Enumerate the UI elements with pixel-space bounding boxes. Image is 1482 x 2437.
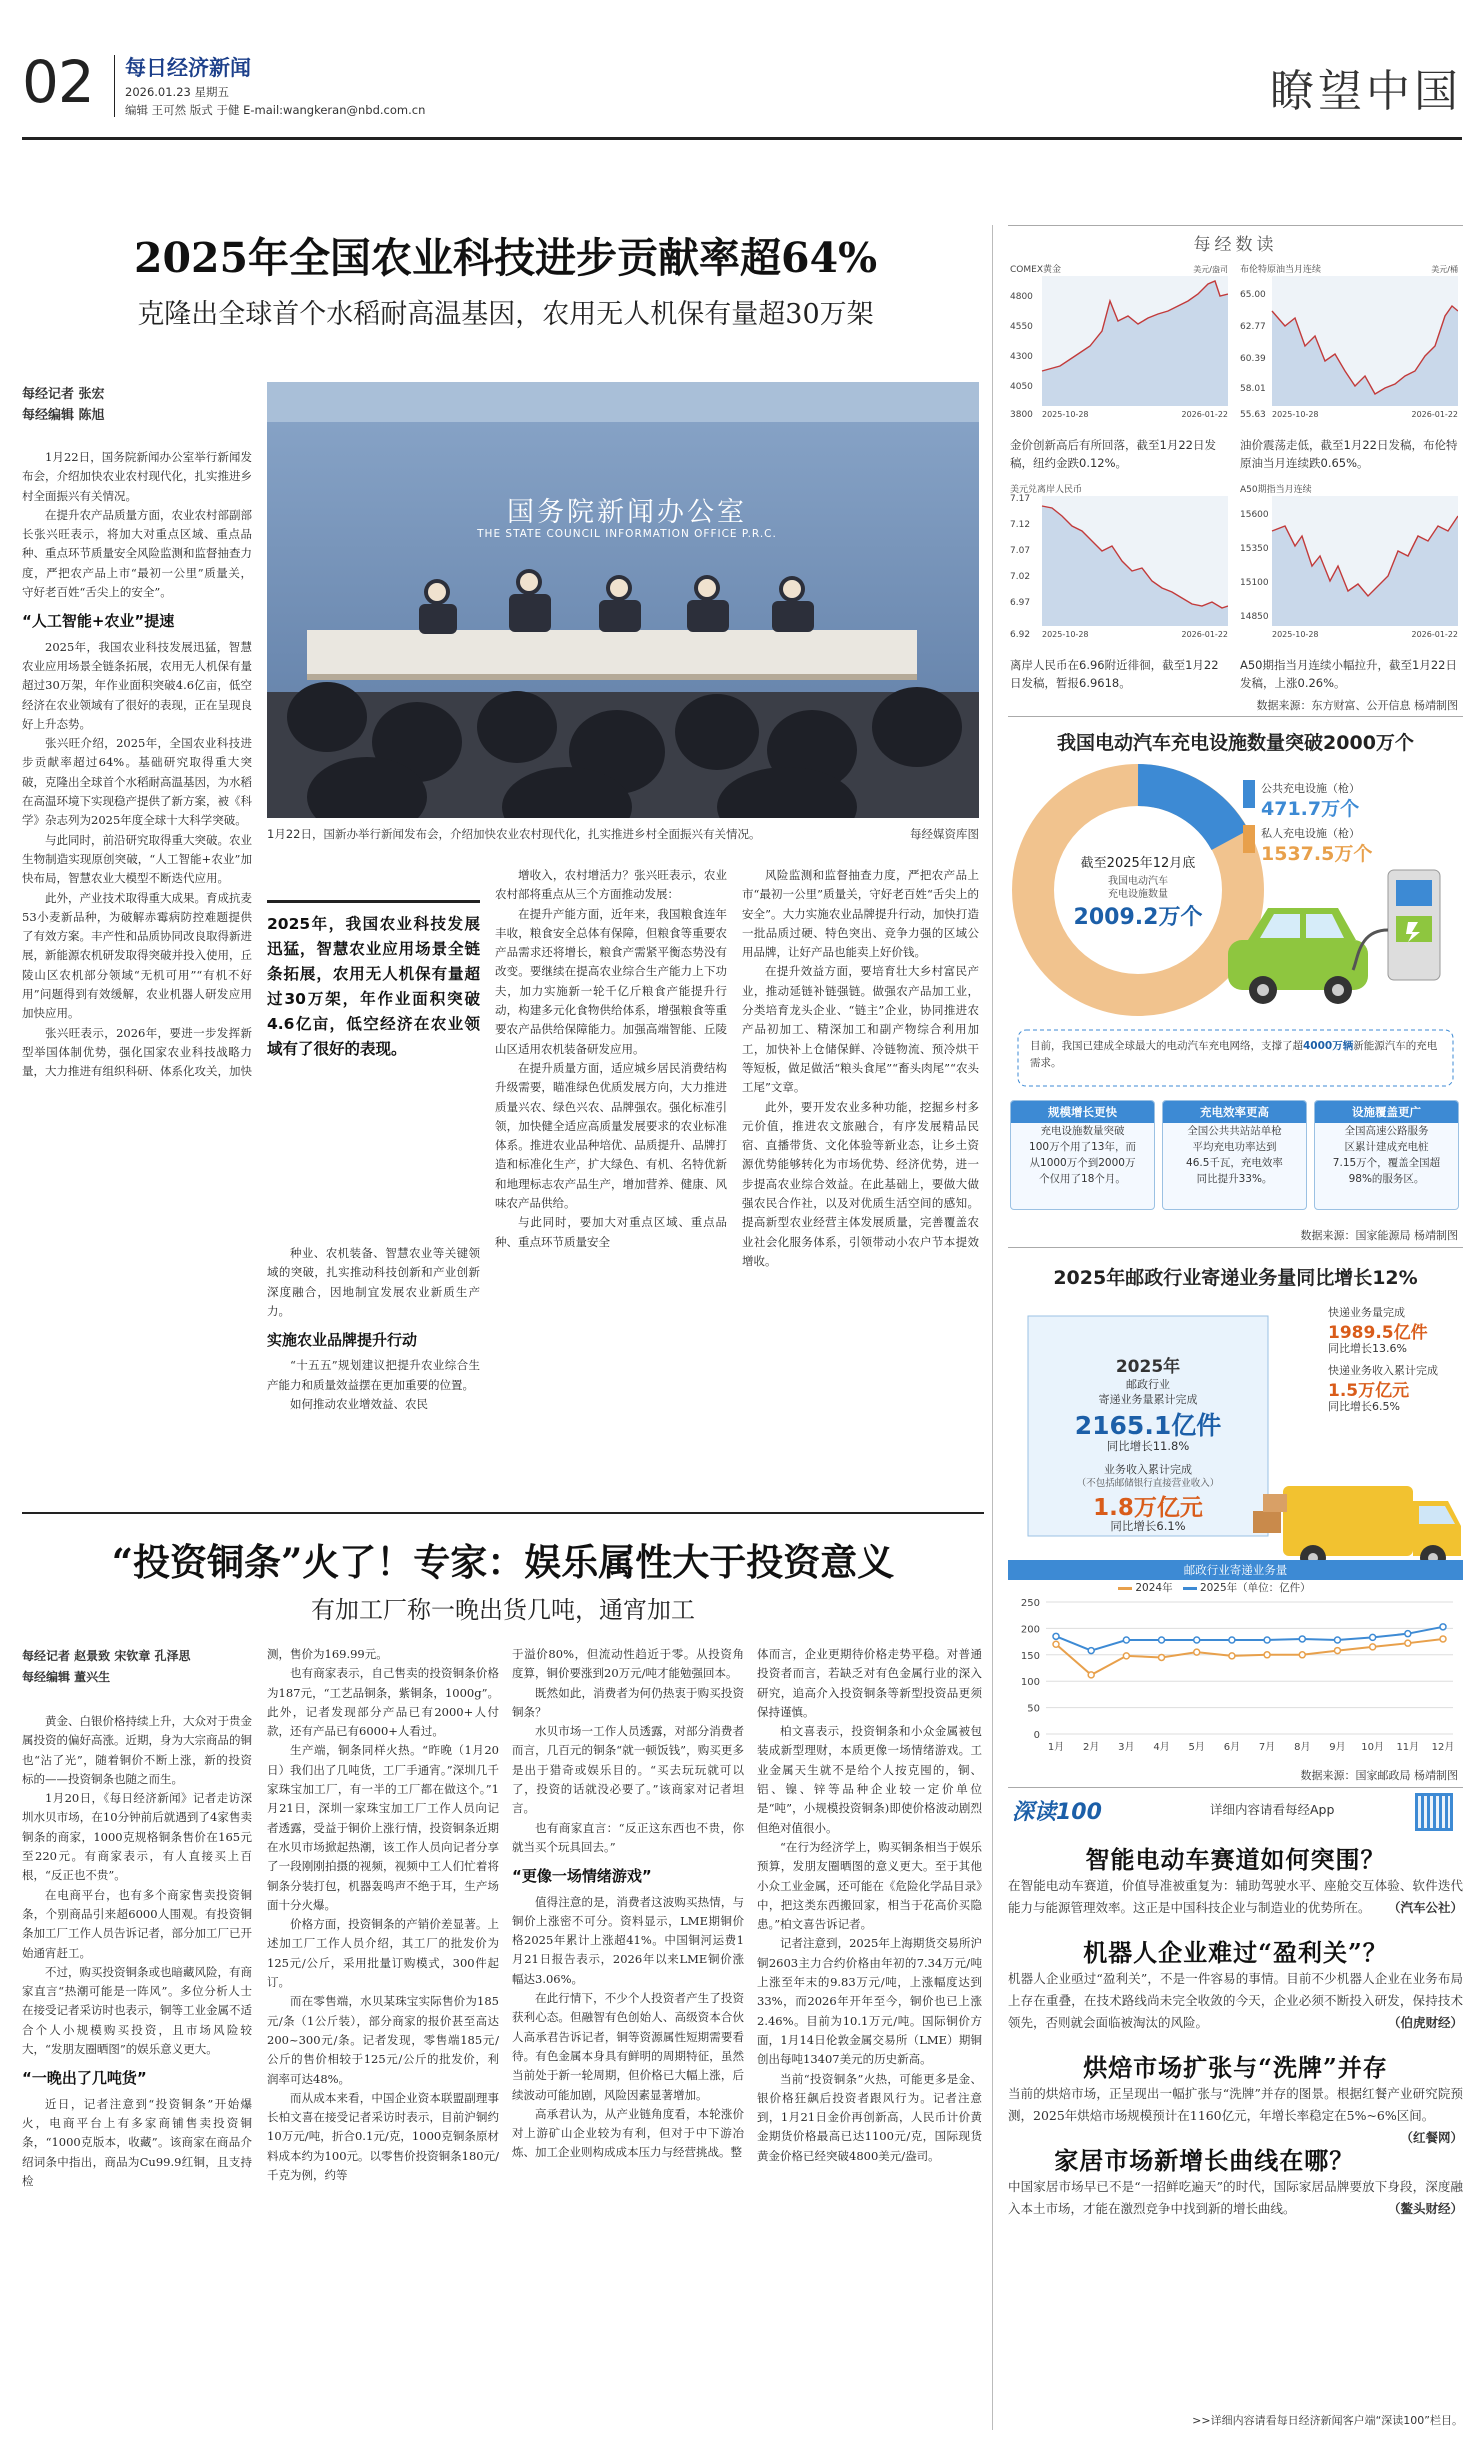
column-separator [992, 225, 993, 2430]
xtick-label: 1月 [1047, 1742, 1065, 1753]
mini-caption-a50: A50期指当月连续小幅拉升，截至1月22日发稿，上涨0.26%。 [1240, 658, 1457, 690]
xtick: 2026-01-22 [1411, 630, 1458, 639]
paragraph: 种业、农机装备、智慧农业等关键领域的突破，扎实推动科技创新和产业创新深度融合，因地制宜发展农业新质生产力。 [267, 1246, 480, 1318]
postal-title: 2025年邮政行业寄递业务量同比增长12% [1053, 1267, 1418, 1289]
deep-read-logo: 深读100 [1012, 1800, 1102, 1825]
ev-box-coverage [1314, 1100, 1459, 1210]
paragraph: 此外，产业技术取得重大成果。育成抗麦53小麦新品种，为破解赤霉病防控难题提供了有效方案。丰产性和品质协同改良取得新进展，新能源农机研发取得突破并投入使用，丘陵山区农机部分领域“无机可用”“有机不好用”问题得到有效缓解，农业机器人研发应用加快应用。 [22, 890, 252, 1021]
ytick-label: 100 [1020, 1677, 1040, 1689]
subhead: “更像一场情绪游戏” [512, 1867, 652, 1886]
paragraph: 在提升质量方面，适应城乡居民消费结构升级需要，瞄准绿色优质发展方向，大力推进质量兴农、绿色兴农、品牌强农。强化标准引领，加快健全适应高质量发展要求的农业标准体系。推进农业品种培优、品质提升、品牌打造和标准化生产，扩大绿色、有机、名特优新和地理标志农产品生产，增加营养、健康、风味农产品供给。 [495, 1060, 727, 1211]
ev-center-line1: 截至2025年12月底 [1080, 856, 1196, 871]
paragraph: 黄金、白银价格持续上升，大众对于贵金属投资的偏好高涨。近期，身为大宗商品的铜也“沾了光”，随着铜价不断上涨，新的投资标的——投资铜条也随之而生。 [22, 1714, 252, 1786]
ytick: 4800 [1010, 292, 1033, 302]
chart-unit: 美元/桶 [1431, 265, 1458, 274]
legend-2024: 2024年 [1135, 1582, 1173, 1594]
postal-source: 数据来源：国家邮政局 杨靖制图 [1300, 1769, 1458, 1782]
data-point [1194, 1637, 1200, 1643]
article2-title: “投资铜条”火了！专家：娱乐属性大于投资意义 [111, 1540, 895, 1584]
data-point [1299, 1652, 1305, 1658]
box-line: 从1000万个到2000万 [1029, 1157, 1136, 1169]
xtick: 2025-10-28 [1042, 630, 1089, 639]
deep-read-items [1008, 1840, 1463, 2220]
paragraph: “在行为经济学上，购买铜条相当于娱乐预算，发朋友圈晒图的意义更大。至于其他小众工业金属，还可能在《危险化学品目录》中，把这类东西搬回家，相当于花高价买隐患。”柏文喜告诉记者。 [757, 1839, 982, 1932]
deep-item-source: （红餐网） [1400, 2130, 1463, 2145]
editor-line: 编辑 王可然 版式 于健 E-mail:wangkeran@nbd.com.cn [125, 103, 426, 117]
ytick-label: 200 [1020, 1624, 1040, 1636]
article1-subtitle: 克隆出全球首个水稻耐高温基因，农用无人机保有量超30万架 [137, 299, 874, 330]
ytick: 55.63 [1240, 410, 1266, 420]
box-line: 区累计建成充电桩 [1344, 1141, 1429, 1153]
press-conference-photo [267, 382, 979, 818]
paragraph: 而在零售端，水贝某珠宝实际售价为185元/条（1公斤装），部分商家的报价甚至高达200~300元/条。记者发现，零售端185元/公斤的售价相较于125元/公斤的批发价，利润率可达48%。 [267, 1994, 499, 2086]
photo-sign-english: THE STATE COUNCIL INFORMATION OFFICE P.R.C. [477, 528, 777, 540]
ev-note-c: 新能源汽车的充电需求。 [1030, 1040, 1438, 1069]
deep-body-text: 中国家居市场早已不是“一招鲜吃遍天”的时代，国际家居品牌要放下身段，深度融入本土市场，才能在激烈竞争中找到新的增长曲线。 [1008, 2179, 1463, 2216]
xtick-label: 11月 [1396, 1742, 1420, 1753]
data-point [1264, 1637, 1270, 1643]
xtick-label: 10月 [1361, 1742, 1385, 1753]
ev-legend2-label: 私人充电设施（枪） [1261, 827, 1360, 840]
paragraph: 柏文喜表示，投资铜条和小众金属被包装成新型理财，本质更像一场情绪游戏。工业金属天生就不是给个人按克囤的，铜、铝、镍、锌等品种企业较一定价单位是“吨”，小规模投资铜条)即使价格波动剧烈但绝对值很小。 [757, 1724, 982, 1835]
mini-caption-cnh: 离岸人民币在6.96附近徘徊，截至1月22日发稿，暂报6.9618。 [1010, 658, 1219, 690]
ev-title: 我国电动汽车充电设施数量突破2000万个 [1057, 732, 1414, 754]
data-point [1334, 1637, 1340, 1643]
xtick: 2026-01-22 [1411, 410, 1458, 419]
paragraph: 在此行情下，不少个人投资者产生了投资获利心态。但融智有色创始人、高级资本合伙人高承君告诉记者，铜等资源属性短期需要看待。有色金属本身具有鲜明的周期特征，虽然当前处于新一轮周期，但价格已大幅上涨，后续波动可能加剧，风险因素显著增加。 [512, 1991, 744, 2102]
postal-line-chart [1008, 1560, 1463, 1760]
ytick: 15600 [1240, 510, 1269, 520]
mini-chart-gold [1010, 262, 1228, 432]
ev-center-line3: 充电设施数量 [1108, 889, 1168, 900]
rule [1008, 716, 1463, 717]
photo-credit: 每经媒资库图 [910, 827, 979, 841]
ev-box-efficiency [1162, 1100, 1307, 1210]
paragraph: 既然如此，消费者为何仍热衷于购买投资铜条？ [512, 1685, 744, 1719]
article1-column-1 [22, 448, 252, 1502]
article2-column-4 [757, 1645, 982, 2432]
paragraph: 生产端，铜条同样火热。“昨晚（1月20日）我们出了几吨货，工厂手通宵。”深圳几千家珠宝加工厂，有一半的工厂都在做这个。”1月21日，深圳一家珠宝加工厂工作人员向记者透露，受益于铜价上涨行情，投资铜条近期在水贝市场掀起热潮，该工作人员向记者分享了一段刚刚拍摄的视频，视频中工人们忙着将铜条分装打包，机器轰鸣声不绝于耳，生产场面十分火爆。 [267, 1743, 499, 1912]
legend-swatch-2025 [1183, 1587, 1197, 1590]
express-revenue-growth: 同比增长6.5% [1328, 1400, 1400, 1413]
postal-volume: 2165.1亿件 [1074, 1411, 1222, 1440]
deep-item [1008, 1840, 1463, 1919]
paragraph: 在提升农产品质量方面，农业农村部副部长张兴旺表示，将加大对重点区域、重点品种、重点环节质量安全风险监测和监督抽查力度，严把农产品上市“最初一公里”质量关，守好老百姓“舌尖上的安全”。 [22, 507, 252, 600]
box-head: 规模增长更快 [1011, 1101, 1154, 1123]
ytick: 7.17 [1010, 494, 1031, 504]
header-rule [22, 137, 1462, 140]
rule [1008, 1247, 1463, 1248]
paragraph: 值得注意的是，消费者这波购买热情，与铜价上涨密不可分。资料显示，LME期铜价格2025年累计上涨超41%。中国铜河运费1月21日报告表示，2026年以来LME铜价涨幅达3.06%。 [512, 1894, 744, 1986]
right-top-rule [1008, 225, 1463, 226]
ev-center-value: 2009.2万个 [1073, 905, 1203, 930]
mini-chart-brent [1240, 262, 1458, 432]
xtick-label: 5月 [1188, 1742, 1205, 1753]
data-point [1229, 1653, 1235, 1659]
data-point [1264, 1652, 1270, 1658]
data-point [1123, 1653, 1129, 1659]
chart-title: A50期指当月连续 [1240, 485, 1312, 495]
data-point [1370, 1634, 1376, 1640]
postal-label4: （不包括邮储银行直接营业收入） [1076, 1478, 1220, 1489]
article1-byline-reporter: 每经记者 张宏 [22, 387, 105, 402]
deep-item-title: 烘焙市场扩张与“洗牌”并存 [1083, 2053, 1388, 2082]
express-volume-growth: 同比增长13.6% [1328, 1342, 1407, 1355]
chart-title: 美元兑离岸人民币 [1010, 485, 1083, 495]
article1-column-2 [267, 1244, 480, 1504]
box-line: 98%的服务区。 [1348, 1173, 1425, 1185]
box-line: 平均充电功率达到 [1192, 1141, 1277, 1153]
deep-item-title: 智能电动车赛道如何突围？ [1085, 1845, 1386, 1874]
box-line: 充电设施数量突破 [1040, 1125, 1125, 1137]
ev-center-line2: 我国电动汽车 [1108, 876, 1168, 887]
mj-title: 每经数读 [1193, 235, 1278, 255]
xtick-label: 8月 [1294, 1742, 1311, 1753]
subhead: “人工智能+农业”提速 [22, 612, 175, 631]
paragraph: 在提升产能方面，近年来，我国粮食连年丰收，粮食安全总体有保障，但粮食等重要农产品需求还将增长，粮食产需紧平衡态势没有改变。要继续在提高农业综合生产能力上下功夫，加力实施新一轮千亿斤粮食产能提升行动，构建多元化食物供给体系，增强粮食等重要农产品供给保障能力。加强高端智能、丘陵山区适用农机装备研发应用。 [495, 906, 727, 1056]
ev-note-a: 目前，我国已建成全球最大的电动汽车充电网络，支撑了超 [1030, 1040, 1303, 1052]
paragraph: 也有商家表示，自己售卖的投资铜条价格为187元，“工艺品铜条，紫铜条，1000g”。此外，记者发现部分产品已有2000+人付款，还有产品已有6000+人看过。 [267, 1666, 499, 1739]
ytick-label: 0 [1033, 1730, 1040, 1741]
pull-quote-rule [267, 900, 480, 903]
data-point [1440, 1636, 1446, 1642]
paragraph: 此外，要开发农业多种功能，挖掘乡村多元价值，推进农文旅融合，有序发展精品民宿、直播带货、文化体验等新业态，让乡土资源优势能够转化为市场优势、经济优势，进一步提高农业综合效益。在此基础上，要做大做强农民合作社，以及对优质生活空间的感知。提高新型农业经营主体发展质量，完善覆盖农业社会化服务体系，引领带动小农户节本提效增收。 [742, 1099, 979, 1268]
paragraph: 如何推动农业增效益、农民 [290, 1397, 428, 1412]
ytick: 58.01 [1240, 384, 1266, 394]
article1-column-3 [495, 866, 727, 1506]
article2-subtitle: 有加工厂称一晚出货几吨，通宵加工 [311, 1596, 695, 1624]
subhead: “一晚出了几吨货” [22, 2069, 147, 2088]
deep-item-source: （汽车公社） [1387, 1900, 1463, 1915]
xtick-label: 2月 [1082, 1742, 1100, 1753]
ytick: 6.92 [1010, 630, 1031, 640]
postal-year: 2025年 [1115, 1357, 1181, 1377]
ev-note [1030, 1038, 1440, 1072]
data-point [1088, 1648, 1094, 1654]
box-line: 个仅用了18个月。 [1039, 1173, 1126, 1185]
paragraph: 增收入，农村增活力？张兴旺表示，农业农村部将重点从三个方面推动发展： [495, 868, 727, 902]
xtick: 2026-01-22 [1181, 410, 1228, 419]
data-point [1123, 1637, 1129, 1643]
ytick: 15100 [1240, 578, 1269, 588]
photo-caption: 1月22日，国新办举行新闻发布会，介绍加快农业农村现代化，扎实推进乡村全面振兴有关情况。 [267, 827, 761, 841]
paragraph: 与此同时，前沿研究取得重大突破。农业生物制造实现原创突破，“人工智能+农业”加快布局，智慧农业大模型不断迭代应用。 [22, 832, 252, 886]
chart-title: 布伦特原油当月连续 [1240, 265, 1322, 275]
postal-revenue-growth: 同比增长6.1% [1110, 1519, 1186, 1533]
subhead: 实施农业品牌提升行动 [267, 1331, 418, 1350]
box-line: 全国公共共站站单枪 [1187, 1125, 1282, 1137]
chart-title: COMEX黄金 [1010, 265, 1061, 275]
deep-item [1008, 2141, 1463, 2220]
deep-item-body [1008, 2176, 1463, 2220]
paragraph: 张兴旺介绍，2025年，全国农业科技进步贡献率超过64%。基础研究取得重大突破，克隆出全球首个水稻耐高温基因，为水稻在高温环境下实现稳产提供了新方案，被《科学》杂志列为2025年度全球十大科学突破。 [22, 736, 252, 828]
ytick: 4550 [1010, 322, 1033, 332]
data-point [1440, 1624, 1446, 1630]
deep-read-footer: >>详细内容请看每日经济新闻客户端“深读100”栏目。 [1192, 2414, 1463, 2427]
chart-legend [1118, 1580, 1311, 1595]
box-line: 46.5千瓦，充电效率 [1186, 1157, 1283, 1169]
paragraph: 水贝市场一工作人员透露，对部分消费者而言，几百元的铜条“就一顿饭钱”，购买更多是出于猎奇或娱乐目的。“买去玩玩就可以了，投资的话就没必要了。”该商家对记者坦言。 [512, 1724, 744, 1816]
ytick: 4050 [1010, 382, 1033, 392]
xtick-label: 7月 [1258, 1742, 1276, 1753]
express-label1: 快递业务量完成 [1328, 1306, 1405, 1319]
postal-label3: 业务收入累计完成 [1104, 1463, 1192, 1476]
ev-legend1-value: 471.7万个 [1261, 798, 1360, 820]
deep-item-body [1008, 2083, 1463, 2145]
deep-item-title: 家居市场新增长曲线在哪？ [1054, 2146, 1355, 2175]
mini-source: 数据来源：东方财富、公开信息 杨靖制图 [1256, 699, 1458, 712]
data-point [1053, 1641, 1059, 1647]
legend-swatch-2024 [1118, 1587, 1132, 1590]
mini-caption-brent: 油价震荡走低，截至1月22日发稿，布伦特原油当月连续跌0.65%。 [1240, 438, 1458, 470]
ytick-label: 150 [1020, 1650, 1040, 1662]
data-point [1334, 1648, 1340, 1654]
deep-body-text: 机器人企业亟过“盈利关”，不是一件容易的事情。目前不少机器人企业在业务布局上存在重叠，在技术路线尚未完全收敛的今天，企业必须不断投入研发，保持技术领先，否则就会面临被淘汰的风险。 [1008, 1971, 1463, 2030]
article1-column-4 [742, 866, 979, 1506]
photo-sign-text: 国务院新闻办公室 [507, 497, 747, 528]
paragraph: 在提升效益方面，要培育壮大乡村富民产业，推动延链补链强链。做强农产品加工业，分类培育龙头企业、“链主”企业，协同推进农产品初加工、精深加工和副产物综合利用加工，加快补上仓储保鲜、冷链物流、预冷烘干等短板，做足做活“粮头食尾”“畜头肉尾”“农头工尾”文章。 [742, 964, 979, 1095]
ytick: 7.02 [1010, 572, 1031, 582]
paragraph: 近日，记者注意到“投资铜条”开始爆火，电商平台上有多家商铺售卖投资铜条，“1000克版本，收藏”。该商家在商品介绍词条中指出，商品为Cu99.9红铜，且支持检 [22, 2096, 252, 2188]
ytick: 15350 [1240, 544, 1269, 554]
deep-item [1008, 2048, 1463, 2145]
box-line: 7.15万个，覆盖全国超 [1332, 1157, 1441, 1169]
postal-revenue: 1.8万亿元 [1093, 1495, 1203, 1521]
postal-volume-growth: 同比增长11.8% [1106, 1439, 1190, 1453]
box-line: 100万个用了13年，而 [1029, 1141, 1136, 1153]
xtick: 2025-10-28 [1272, 630, 1319, 639]
deep-item [1008, 1933, 1463, 2034]
paragraph: 当前“投资铜条”火热，可能更多是金、银价格狂飙后投资者跟风行为。记者注意到，1月21日金价再创新高，人民币计价黄金期货价格最高已达1100元/克，国际现货黄金价格已经突破4800美元/盎司。 [757, 2071, 982, 2163]
paper-name: 每日经济新闻 [125, 56, 251, 80]
ytick: 65.00 [1240, 290, 1266, 300]
section-title: 瞭望中国 [1270, 66, 1462, 117]
page-number: 02 [22, 48, 94, 116]
ev-source: 数据来源：国家能源局 杨靖制图 [1300, 1229, 1458, 1242]
data-point [1159, 1654, 1165, 1660]
mini-caption-gold: 金价创新高后有所回落，截至1月22日发稿，纽约金跌0.12%。 [1010, 438, 1216, 470]
article2-column-3 [512, 1645, 744, 2432]
ytick: 3800 [1010, 410, 1033, 420]
paragraph: 风险监测和监督抽查力度，严把农产品上市“最初一公里”质量关，守好老百姓“舌尖上的安全”。大力实施农业品牌提升行动，加快打造一批品质过硬、特色突出、竞争力强的区域公用品牌，让好产品也能卖上好价钱。 [742, 868, 979, 960]
ev-infographic [1008, 760, 1463, 1090]
data-point [1088, 1672, 1094, 1678]
postal-label1: 邮政行业 [1126, 1378, 1170, 1391]
rule [1008, 1787, 1463, 1788]
express-label2: 快递业务收入累计完成 [1328, 1364, 1438, 1377]
deep-item-source: （鳌头财经） [1387, 2201, 1463, 2216]
data-point [1053, 1633, 1059, 1639]
ytick: 6.97 [1010, 598, 1031, 608]
deep-body-text: 在智能电动车赛道，价值导准被重复为：辅助驾驶水平、座舱交互体验、软件迭代能力与能源管理效率。这正是中国科技企业与制造业的优势所在。 [1008, 1878, 1463, 1915]
article2-column-1 [22, 1712, 252, 2432]
paragraph: 高承君认为，从产业链角度看，本轮涨价对上游矿山企业较为有利，但对于中下游冶炼、加工企业则构成成本压力与经营挑战。整 [512, 2106, 744, 2160]
xtick-label: 9月 [1329, 1742, 1346, 1753]
paragraph: 价格方面，投资铜条的产销价差显著。上述加工厂工作人员介绍，其工厂的批发价为125元/公斤，采用批量订购模式，300件起订。 [267, 1917, 499, 1990]
series-line-2025年 [1056, 1627, 1443, 1651]
postal-label2: 寄递业务量累计完成 [1098, 1393, 1198, 1406]
xtick: 2025-10-28 [1272, 410, 1319, 419]
ytick: 60.39 [1240, 354, 1266, 364]
ytick: 14850 [1240, 612, 1269, 622]
express-revenue: 1.5万亿元 [1328, 1381, 1410, 1401]
article1-title: 2025年全国农业科技进步贡献率超64% [133, 234, 878, 282]
issue-date: 2026.01.23 星期五 [125, 85, 229, 99]
data-point [1405, 1631, 1411, 1637]
mini-chart-cnh [1010, 482, 1228, 652]
data-point [1370, 1644, 1376, 1650]
paragraph: “十五五”规划建议把提升农业综合生产能力和质量效益摆在更加重要的位置。 [267, 1358, 480, 1392]
ytick: 7.07 [1010, 546, 1031, 556]
box-head: 设施覆盖更广 [1315, 1101, 1458, 1123]
postal-infographic [1008, 1296, 1463, 1596]
article2-column-2 [267, 1645, 499, 2432]
data-point [1194, 1649, 1200, 1655]
deep-item-body [1008, 1968, 1463, 2034]
ytick: 62.77 [1240, 322, 1266, 332]
paragraph: 张兴旺表示，2026年，要进一步发挥新型举国体制优势，强化国家农业科技战略力量，大力推进有组织科研、体系化攻关，加快 [22, 1025, 252, 1079]
article-divider [22, 1512, 984, 1514]
ev-note-b: 4000万辆 [1303, 1040, 1354, 1052]
article1-byline-editor: 每经编辑 陈旭 [22, 408, 105, 423]
paragraph: 体而言，企业更期待价格走势平稳。对普通投资者而言，若缺乏对有色金属行业的深入研究，追高介入投资铜条等新型投资品更须保持谨慎。 [757, 1647, 982, 1719]
box-line: 同比提升33%。 [1196, 1173, 1273, 1185]
data-point [1229, 1637, 1235, 1643]
deep-item-source: （伯虎财经） [1387, 2015, 1463, 2030]
data-point [1405, 1640, 1411, 1646]
paragraph: 2025年，我国农业科技发展迅猛，智慧农业应用场景全链条拓展，农用无人机保有量超过30万架，年作业面积突破4.6亿亩，低空经济在农业领域有了很好的表现，正在呈现良好上升态势。 [22, 639, 252, 731]
xtick: 2025-10-28 [1042, 410, 1089, 419]
pull-quote: 2025年，我国农业科技发展迅猛，智慧农业应用场景全链条拓展，农用无人机保有量超过30万架，年作业面积突破4.6亿亩，低空经济在农业领域有了很好的表现。 [267, 915, 480, 1058]
xtick-label: 3月 [1118, 1742, 1135, 1753]
box-head: 充电效率更高 [1163, 1101, 1306, 1123]
paragraph: 在电商平台，也有多个商家售卖投资铜条，个别商品引来超6000人围观。有投资铜条加工厂工作人员告诉记者，部分加工厂已开始通宵赶工。 [22, 1887, 252, 1960]
deep-body-text: 当前的烘焙市场，正呈现出一幅扩张与“洗牌”并存的图景。根据红餐产业研究院预测，2025年烘焙市场规模预计在1160亿元，年增长率稳定在5%~6%区间。 [1008, 2086, 1463, 2123]
deep-item-body [1008, 1875, 1463, 1919]
paragraph: 于溢价80%，但流动性趋近于零。从投资角度算，铜价要涨到20万元/吨才能勉强回本。 [512, 1647, 744, 1681]
paragraph: 1月22日，国务院新闻办公室举行新闻发布会，介绍加快农业农村现代化，扎实推进乡村全面振兴有关情况。 [22, 450, 252, 503]
legend-2025: 2025年（单位：亿件） [1199, 1582, 1311, 1594]
express-volume: 1989.5亿件 [1328, 1323, 1428, 1343]
paragraph: 而从成本来看，中国企业资本联盟副理事长柏文喜在接受记者采访时表示，目前沪铜约10万元/吨，折合0.1元/克，1000克铜条原材料成本约为100元。以零售价投资铜条180元/千克为例，约等 [267, 2090, 499, 2183]
line-chart-svg [1008, 1596, 1463, 1760]
paragraph: 记者注意到，2025年上海期货交易所沪铜2603主力合约价格由年初的7.34万元/吨上涨至年末的9.83万元/吨，上涨幅度达到33%，而2026年开年至今，铜价也已上涨2.46%。目前为10.1万元/吨。国际铜价方面，1月14日伦敦金属交易所（LME）期铜创出每吨13407美元的历史新高。 [757, 1936, 982, 2067]
paragraph: 也有商家直言：“反正这东西也不贵，你就当买个玩具回去。” [512, 1820, 744, 1854]
chart-unit: 美元/盎司 [1193, 265, 1228, 274]
ytick: 4300 [1010, 352, 1033, 362]
box-line: 全国高速公路服务 [1344, 1125, 1429, 1137]
xtick: 2026-01-22 [1181, 630, 1228, 639]
qr-code-icon[interactable] [1415, 1793, 1453, 1831]
data-point [1159, 1637, 1165, 1643]
paragraph: 测，售价为169.99元。 [267, 1647, 388, 1661]
deep-read-app-note: 详细内容请看每经App [1210, 1802, 1335, 1817]
xtick-label: 4月 [1153, 1742, 1170, 1753]
mini-chart-a50 [1240, 482, 1458, 652]
xtick-label: 12月 [1431, 1742, 1455, 1753]
ev-legend2-value: 1537.5万个 [1261, 843, 1373, 865]
header-divider [114, 55, 115, 117]
paragraph: 与此同时，要加大对重点区域、重点品种、重点环节质量安全 [495, 1215, 727, 1249]
ytick-label: 50 [1027, 1703, 1040, 1715]
ev-box-scale [1010, 1100, 1155, 1210]
deep-item-title: 机器人企业难过“盈利关”？ [1083, 1938, 1388, 1967]
ytick-label: 250 [1020, 1598, 1040, 1609]
chart-title: 邮政行业寄递业务量 [1008, 1560, 1463, 1580]
paragraph: 不过，购买投资铜条或也暗藏风险，有商家直言“热潮可能是一阵风”。多位分析人士在接受记者采访时也表示，铜等工业金属不适合个人小规模购买投资，且市场风险较大，“发朋友圈晒图”的娱乐意义更大。 [22, 1964, 252, 2057]
ev-legend1-label: 公共充电设施（枪） [1261, 782, 1360, 795]
article2-byline-reporter: 每经记者 赵景致 宋钦章 孔泽思 [22, 1649, 191, 1663]
paragraph: 1月20日，《每日经济新闻》记者走访深圳水贝市场，在10分钟前后就遇到了4家售卖铜条的商家，1000克规格铜条售价在165元至220元。有商家表示，有人直接买上百根，“反正也不贵”。 [22, 1791, 252, 1883]
ytick: 7.12 [1010, 520, 1031, 530]
article2-byline-editor: 每经编辑 董兴生 [22, 1670, 111, 1684]
xtick-label: 6月 [1223, 1742, 1241, 1753]
data-point [1299, 1636, 1305, 1642]
